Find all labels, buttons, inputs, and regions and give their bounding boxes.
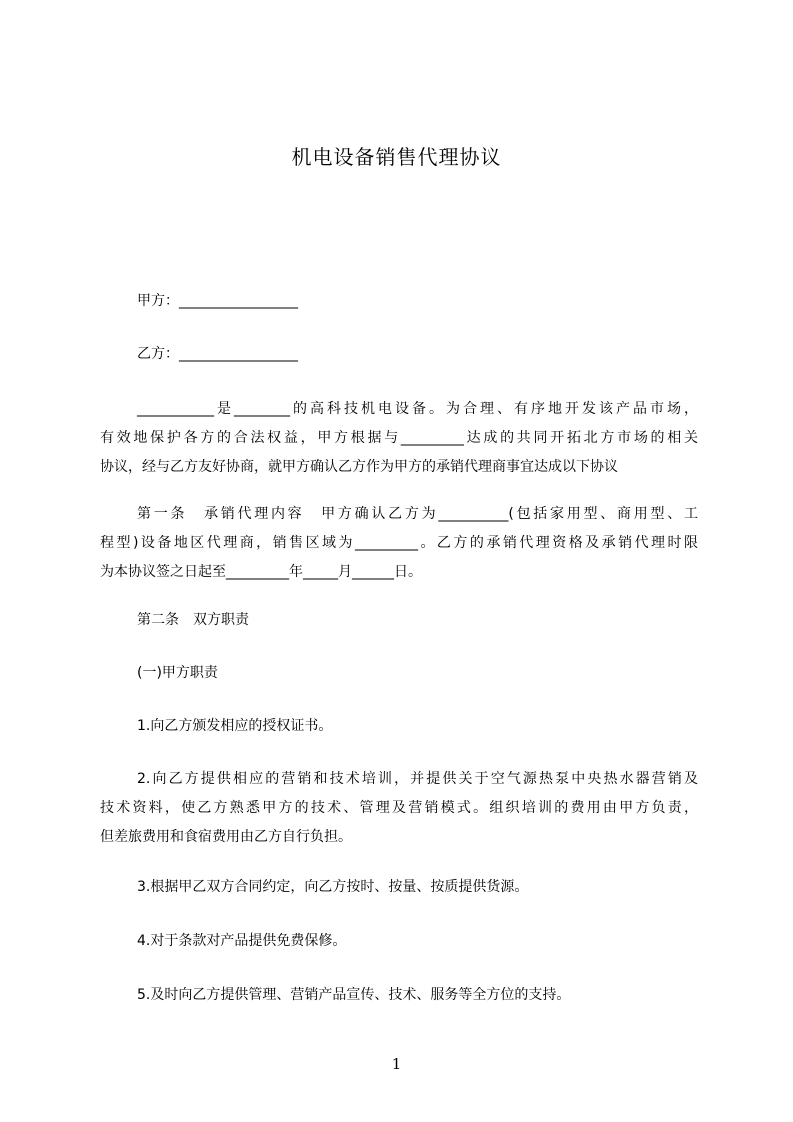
preamble-line-3: 协议，经与乙方友好协商，就甲方确认乙方作为甲方的承销代理商事宜达成以下协议 — [100, 459, 618, 475]
item-4: 4.对于条款对产品提供免费保修。 — [137, 933, 347, 949]
article-1-line-2: 程型)设备地区代理商，销售区域为_________。乙方的承销代理资格及承销代理时限 — [100, 535, 698, 551]
article-1-paragraph — [100, 500, 698, 587]
item-1: 1.向乙方颁发相应的授权证书。 — [137, 718, 333, 734]
item-2-line-3: 但差旅费用和食宿费用由乙方自行负担。 — [100, 829, 352, 845]
item-2-paragraph — [100, 765, 698, 852]
document-title: 机电设备销售代理协议 — [291, 145, 502, 169]
party-a-line: 甲方：_________________ — [137, 293, 298, 309]
preamble-line-1: ___________是________的高科技机电设备。为合理、有序地开发该产品市场， — [137, 401, 698, 417]
party-b-line: 乙方：_________________ — [137, 346, 298, 362]
article-1-line-1: 第一条 承销代理内容 甲方确认乙方为__________(包括家用型、商用型、工 — [137, 506, 698, 522]
page-number: 1 — [391, 1055, 402, 1073]
article-2-heading: 第二条 双方职责 — [137, 612, 249, 628]
item-2-line-2: 技术资料，使乙方熟悉甲方的技术、管理及营销模式。组织培训的费用由甲方负责， — [100, 800, 698, 816]
item-3: 3.根据甲乙双方合同约定，向乙方按时、按量、按质提供货源。 — [137, 879, 529, 895]
item-2-line-1: 2.向乙方提供相应的营销和技术培训，并提供关于空气源热泵中央热水器营销及 — [137, 771, 698, 787]
article-1-line-3: 为本协议签之日起至_________年_____月______日。 — [100, 564, 422, 580]
item-5: 5.及时向乙方提供管理、营销产品宣传、技术、服务等全方位的支持。 — [137, 987, 571, 1003]
preamble-paragraph — [100, 395, 698, 482]
section-a-heading: (一)甲方职责 — [137, 665, 218, 681]
preamble-line-2: 有效地保护各方的合法权益，甲方根据与_________达成的共同开拓北方市场的相关 — [100, 430, 698, 446]
